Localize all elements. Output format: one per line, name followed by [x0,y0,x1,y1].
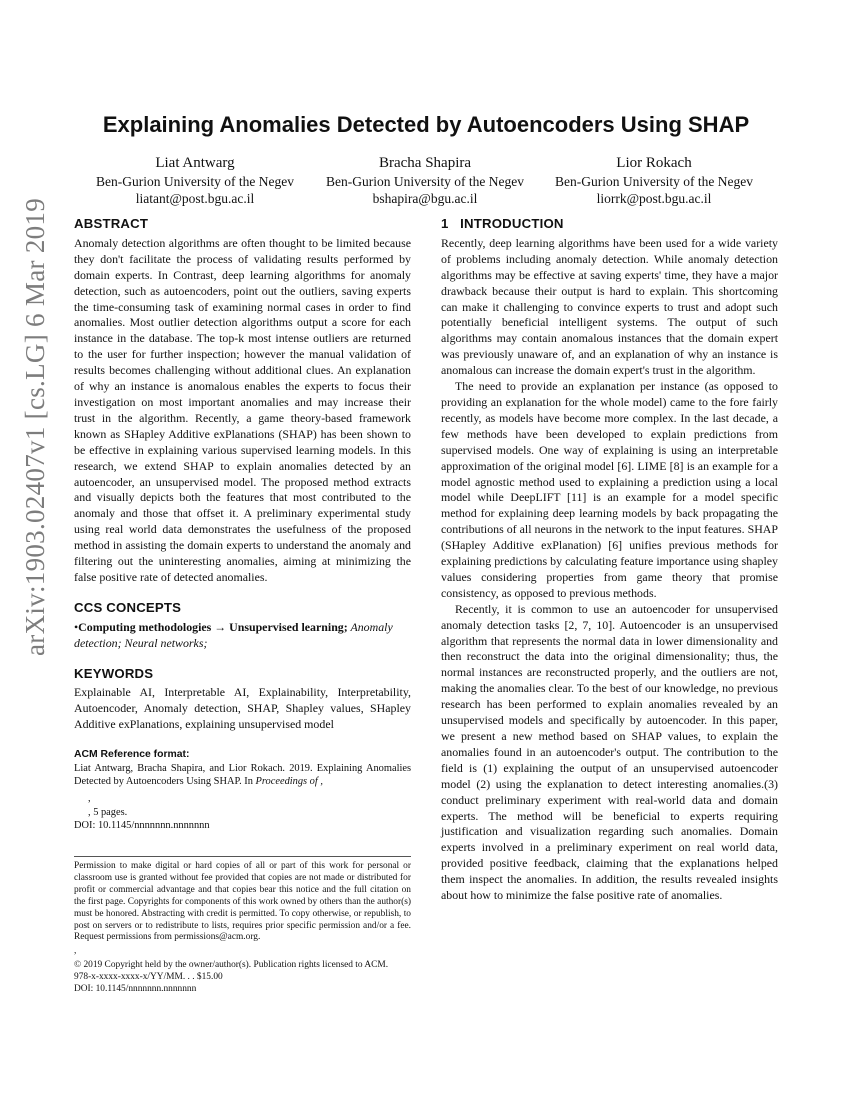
permission-comma: , [74,946,77,957]
paper-title: Explaining Anomalies Detected by Autoencoders Using SHAP [102,112,750,137]
ccs-text [74,620,411,652]
copyright-line: © 2019 Copyright held by the owner/author(s). Publication rights licensed to ACM. [74,960,389,971]
right-column [441,216,778,904]
isbn-line: 978-x-xxxx-xxxx-x/YY/MM. . . $15.00 [74,972,223,983]
acm-reference-line3: , 5 pages. [88,806,128,818]
author-affiliation: Ben-Gurion University of the Negev [555,174,753,189]
author-name: Lior Rokach [616,155,692,171]
ccs-italic: Anomaly detection; Neural networks; [74,619,393,650]
author-name: Liat Antwarg [155,155,235,171]
author-block [534,154,774,207]
abstract-heading: ABSTRACT [74,216,149,231]
intro-paragraph: Recently, deep learning algorithms have been used for a wide variety of problems including anomaly detection. While anomaly detection algorithms may be effective at saving experts' time, they have a major drawback because their output is hard to explain. This shortcoming can make it challenging to convince experts to trust and adopt such potentially beneficial intelligent systems. The output of such algorithms may contain anomalous instances that the domain expert was previously unaware of, and an explanation of why an instance is anomalous can increase the domain expert's trust in the algorithm. [441,235,778,378]
author-block [75,154,315,207]
author-affiliation: Ben-Gurion University of the Negev [326,174,524,189]
footnote-rule [74,856,411,857]
author-affiliation: Ben-Gurion University of the Negev [96,174,294,189]
acm-reference-main: Liat Antwarg, Bracha Shapira, and Lior Rokach. 2019. Explaining Anomalies Detected by Autoencoders Using SHAP. In [74,762,411,788]
author-email: bshapira@bgu.ac.il [372,191,478,206]
permission-text: Permission to make digital or hard copies of all or part of this work for personal or classroom use is granted without fee provided that copies are not made or distributed for profit or commercial advantage and that copies bear this notice and the full citation on the first page. Copyrights for components of this work owned by others than the author(s) must be honored. Abstracting with credit is permitted. To copy otherwise, or republish, to post on servers or to redistribute to lists, requires prior specific permission and/or a fee. Request permissions from permissions@acm.org. [74,861,411,943]
acm-reference [74,748,411,833]
intro-paragraph: Recently, it is common to use an autoencoder for unsupervised anomaly detection tasks [2, 7, 10]. Autoencoder is an unsupervised algorithm that represents the normal data in lower dimensionality and then reconstruct the data into the original dimensionality; thus, the normal instances are reconstructed properly, and the outliers are not, making the anomalies clear. To the best of our knowledge, no previous research has been performed to explain anomalies revealed by an unsupervised models and specifically by autoencoder. In this paper, we present a new method based on SHAP values, to explain the anomalies found in an autoencoder's output. The contribution to the field is (1) explaining the output of an unsupervised autoencoder model (2) using the explanation to detect interesting anomalies.(3) conduct preliminary experiment with real-world data and domain experts. The method will be beneficial to experts requiring justification and visualization regarding such anomalies. Domain experts involved in a preliminary experiment on real world data, provided positive feedback, claiming that the explanations helped them inspect the anomalies. In addition, the results revealed insights about how to minimize the false positive rate of anomalies. [441,601,778,903]
acm-reference-doi: DOI: 10.1145/nnnnnnn.nnnnnnn [74,820,210,832]
acm-reference-line2: , [88,792,91,804]
keywords-heading: KEYWORDS [74,665,154,681]
ccs-heading: CCS CONCEPTS [74,599,182,615]
ccs-bullet: • [74,619,79,634]
author-block [305,154,545,207]
acm-reference-label: ACM Reference format: [74,749,190,761]
author-email: liatant@post.bgu.ac.il [135,191,255,206]
author-email: liorrk@post.bgu.ac.il [596,191,712,206]
ccs-bold: Computing methodologies → Unsupervised learning; [78,619,348,634]
permission-doi: DOI: 10.1145/nnnnnnn.nnnnnnn [74,984,197,995]
intro-paragraph: The need to provide an explanation per instance (as opposed to providing an explanation for the whole model) came to the fore fairly recently, as models have become more complex. In the last decade, a few methods have been developed to explain predictions from supervised models. One way of explaining is using an interpretable approximation of the original model [6]. LIME [8] is an example for a model agnostic method used to explaining a prediction using a local model while DeepLIFT [11] is an example for a model specific method for explaining deep learning models by back propagating the contributions of all neurons in the network to the input features. SHAP (SHapley Additive exPlanation) [6] unifies previous methods for explaining predictions by calculating feature importance using shapley values considering properties from game theory that promise consistency, as opposed to previous methods. [441,379,778,600]
permission-notice [74,856,411,996]
acm-reference-text [74,762,411,789]
arxiv-identifier: arXiv:1903.02407v1 [cs.LG] 6 Mar 2019 [20,197,50,656]
author-name: Bracha Shapira [378,155,472,171]
keywords-text: Explainable AI, Interpretable AI, Explainability, Interpretability, Autoencoder, Anomaly detection, SHAP, Shapley values, SHapley Additive exPlanations, explaining unsupervised model [74,685,411,732]
left-column [74,216,411,833]
abstract-text: Anomaly detection algorithms are often thought to be limited because they don't facilitate the process of validating results performed by domain experts. In Contrast, deep learning algorithms for anomaly detection, such as autoencoders, point out the outliers, saving experts the time-consuming task of examining normal cases in order to find anomalies. Most outlier detection algorithms output a score for each instance in the database. The top-k most intense outliers are returned to the user for further inspection; however the manual validation of results becomes challenging without additional clues. An explanation of why an instance is anomalous enables the experts to focus their investigation on most important anomalies and may increase their trust in the algorithm. Recently, a game theory-based framework known as SHapley Additive exPlanations (SHAP) has been shown to be effective in explaining various supervised learning models. In this research, we extend SHAP to explain anomalies detected by an autoencoder, an unsupervised model. The proposed method extracts and visually depicts both the features that most contributed to the anomaly and those that offset it. A preliminary experimental study using real world data demonstrates the usefulness of the proposed method in assisting the domain experts to understand the anomaly and filtering out the uninteresting anomalies, aiming at minimizing the false positive rate of detected anomalies. [74,235,411,584]
introduction-heading: 1 INTRODUCTION [441,216,564,231]
acm-reference-italic: Proceedings of , [255,776,323,788]
